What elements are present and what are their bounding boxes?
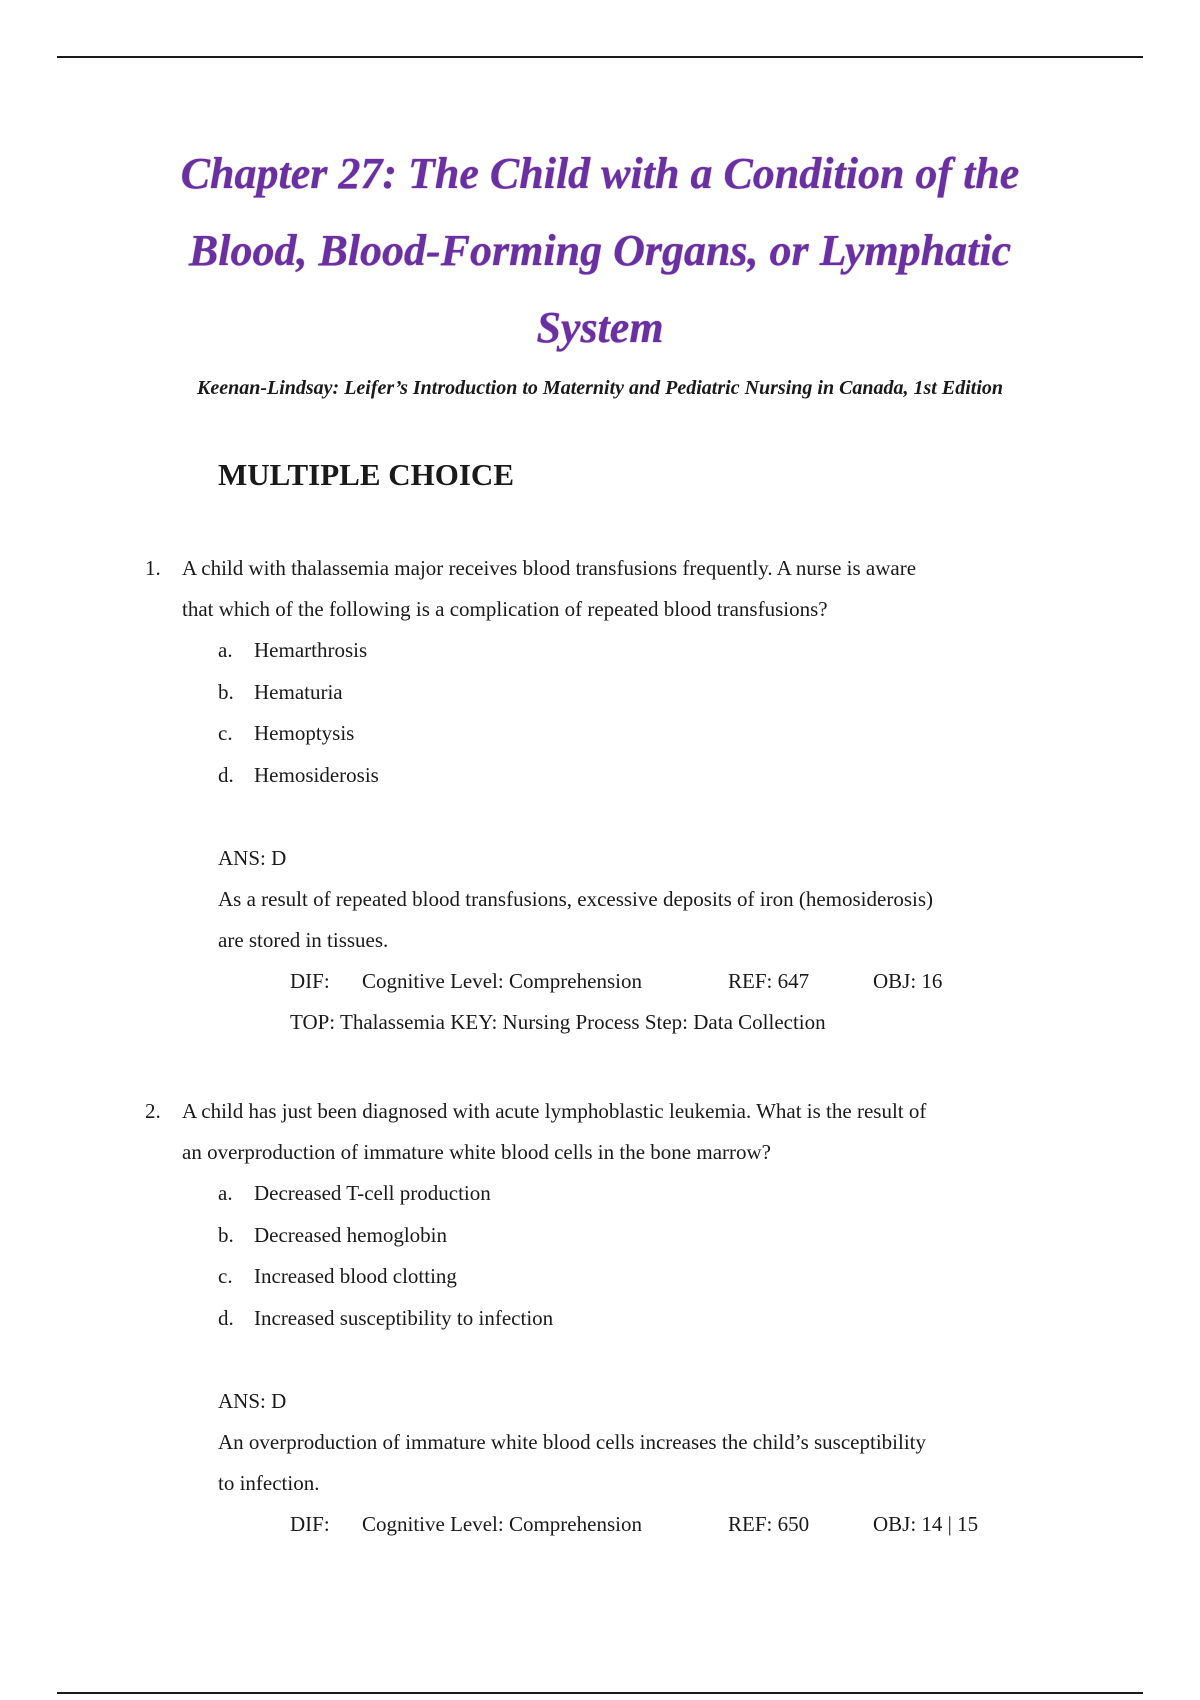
option-text: Hematuria (254, 679, 343, 704)
section-heading: MULTIPLE CHOICE (218, 457, 514, 492)
chapter-title (100, 135, 1100, 366)
option-letter: c. (218, 721, 233, 745)
objective: OBJ: 14 | 15 (873, 1512, 979, 1536)
question-stem (182, 548, 1045, 630)
option-letter: b. (218, 1222, 234, 1247)
rationale (218, 1422, 1045, 1504)
answer-key: ANS: D (218, 1389, 287, 1413)
answer-key: ANS: D (218, 846, 287, 870)
stem-line: A child with thalassemia major receives blood transfusions frequently. A nurse is aware (182, 556, 917, 580)
option-letter: a. (218, 1181, 233, 1205)
option-a (218, 1173, 1045, 1215)
title-line-1: Chapter 27: The Child with a Condition of the (180, 149, 1020, 198)
bottom-rule (57, 1692, 1143, 1694)
rationale-line: An overproduction of immature white blood cells increases the child’s susceptibility (218, 1430, 927, 1454)
question-number: 1. (145, 556, 161, 580)
ref-page: REF: 647 (728, 969, 810, 993)
option-letter: d. (218, 762, 234, 787)
title-line-3: System (536, 303, 664, 352)
question-metadata (290, 1504, 1045, 1545)
option-b (218, 1215, 1045, 1257)
rationale (218, 879, 1045, 961)
option-text: Hemosiderosis (254, 762, 379, 787)
objective: OBJ: 16 (873, 969, 943, 993)
option-letter: b. (218, 679, 234, 704)
option-text: Increased susceptibility to infection (254, 1305, 554, 1330)
option-letter: d. (218, 1305, 234, 1330)
option-c (218, 1256, 1045, 1298)
question-2 (145, 1091, 1045, 1545)
stem-line: that which of the following is a complication of repeated blood transfusions? (182, 597, 828, 621)
option-text: Hemoptysis (254, 721, 355, 745)
stem-line: A child has just been diagnosed with acute lymphoblastic leukemia. What is the result of (182, 1099, 927, 1123)
question-number: 2. (145, 1099, 161, 1123)
top-rule (57, 56, 1143, 58)
option-text: Hemarthrosis (254, 638, 368, 662)
topic-key: TOP: Thalassemia KEY: Nursing Process Step: Data Collection (290, 1010, 826, 1034)
option-b (218, 672, 1045, 714)
question-1 (145, 548, 1045, 1043)
option-text: Decreased hemoglobin (254, 1222, 448, 1247)
question-stem (182, 1091, 1045, 1173)
option-d (218, 1298, 1045, 1340)
stem-line: an overproduction of immature white blood cells in the bone marrow? (182, 1140, 771, 1164)
option-text: Decreased T-cell production (254, 1181, 491, 1205)
option-a (218, 630, 1045, 672)
answer-options (218, 1173, 1045, 1339)
option-letter: c. (218, 1264, 233, 1288)
rationale-line: to infection. (218, 1471, 320, 1495)
title-line-2: Blood, Blood-Forming Organs, or Lymphatic (188, 226, 1012, 275)
ref-page: REF: 650 (728, 1512, 810, 1536)
cognitive-level: Cognitive Level: Comprehension (362, 969, 642, 993)
option-c (218, 713, 1045, 755)
option-text: Increased blood clotting (254, 1264, 457, 1288)
option-d (218, 755, 1045, 797)
dif-label: DIF: (290, 969, 330, 993)
rationale-line: As a result of repeated blood transfusions, excessive deposits of iron (hemosiderosis) (218, 887, 934, 911)
book-subtitle: Keenan-Lindsay: Leifer’s Introduction to Maternity and Pediatric Nursing in Canada, 1st Edition (196, 377, 1003, 399)
dif-label: DIF: (290, 1512, 330, 1536)
option-letter: a. (218, 638, 233, 662)
rationale-line: are stored in tissues. (218, 928, 389, 952)
question-metadata (290, 961, 1045, 1043)
answer-options (218, 630, 1045, 796)
cognitive-level: Cognitive Level: Comprehension (362, 1512, 642, 1536)
